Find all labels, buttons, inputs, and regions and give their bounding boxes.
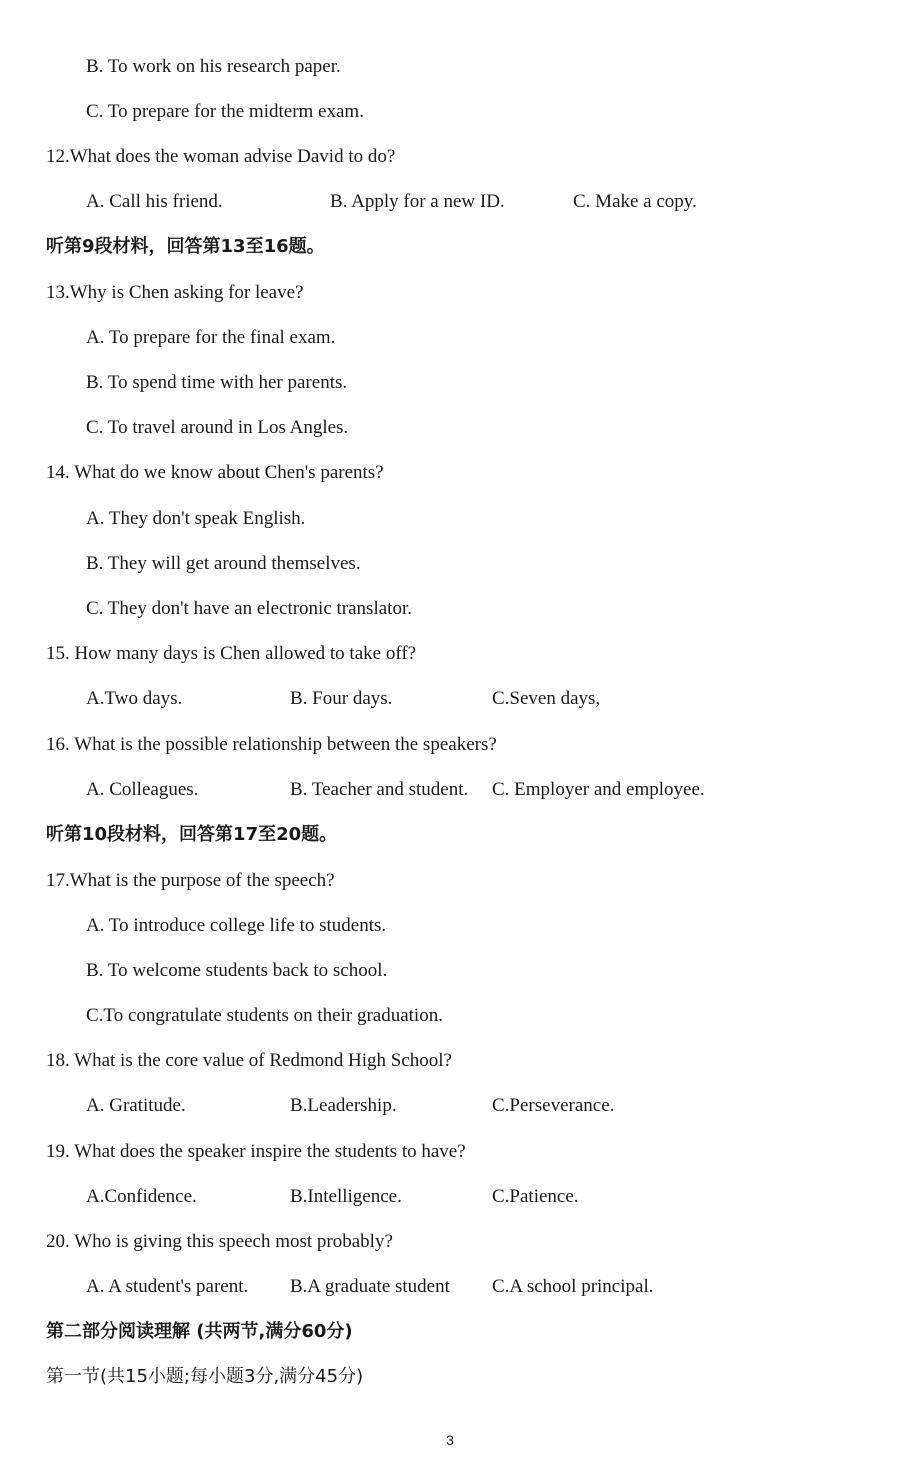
q17-question: 17.What is the purpose of the speech? bbox=[46, 870, 335, 891]
q16-option-c: C. Employer and employee. bbox=[492, 779, 705, 800]
q20-option-b: B.A graduate student bbox=[290, 1276, 450, 1297]
q19-question: 19. What does the speaker inspire the students to have? bbox=[46, 1141, 466, 1162]
q18-option-b: B.Leadership. bbox=[290, 1095, 397, 1116]
q19-option-a: A.Confidence. bbox=[86, 1186, 197, 1207]
q19-option-b: B.Intelligence. bbox=[290, 1186, 402, 1207]
q14-option-b: B. They will get around themselves. bbox=[86, 553, 361, 574]
q19-option-c: C.Patience. bbox=[492, 1186, 579, 1207]
part2-heading: 第二部分阅读理解 (共两节,满分60分) bbox=[46, 1321, 353, 1342]
q20-question: 20. Who is giving this speech most probably? bbox=[46, 1231, 393, 1252]
q18-option-a: A. Gratitude. bbox=[86, 1095, 186, 1116]
q18-option-c: C.Perseverance. bbox=[492, 1095, 615, 1116]
q15-question: 15. How many days is Chen allowed to take off? bbox=[46, 643, 417, 664]
q16-option-b: B. Teacher and student. bbox=[290, 779, 469, 800]
q20-option-a: A. A student's parent. bbox=[86, 1276, 249, 1297]
section-heading-part9: 听第9段材料，回答第13至16题。 bbox=[46, 236, 325, 257]
q12-option-c: C. Make a copy. bbox=[573, 191, 697, 212]
q15-option-a: A.Two days. bbox=[86, 688, 183, 709]
q13-option-a: A. To prepare for the final exam. bbox=[86, 327, 336, 348]
q14-option-c: C. They don't have an electronic translator. bbox=[86, 598, 412, 619]
q12-question: 12.What does the woman advise David to do? bbox=[46, 146, 396, 167]
page-number: 3 bbox=[446, 1432, 454, 1448]
q13-question: 13.Why is Chen asking for leave? bbox=[46, 282, 304, 303]
q14-question: 14. What do we know about Chen's parents? bbox=[46, 462, 384, 483]
section-heading-part10: 听第10段材料，回答第17至20题。 bbox=[46, 824, 338, 845]
q20-option-c: C.A school principal. bbox=[492, 1276, 654, 1297]
q18-question: 18. What is the core value of Redmond High School? bbox=[46, 1050, 452, 1071]
q11-option-c: C. To prepare for the midterm exam. bbox=[86, 101, 364, 122]
q15-option-b: B. Four days. bbox=[290, 688, 393, 709]
q15-option-c: C.Seven days, bbox=[492, 688, 601, 709]
q16-option-a: A. Colleagues. bbox=[86, 779, 199, 800]
q12-option-a: A. Call his friend. bbox=[86, 191, 223, 212]
q13-option-b: B. To spend time with her parents. bbox=[86, 372, 348, 393]
q13-option-c: C. To travel around in Los Angles. bbox=[86, 417, 349, 438]
q17-option-c: C.To congratulate students on their graduation. bbox=[86, 1005, 443, 1026]
q17-option-b: B. To welcome students back to school. bbox=[86, 960, 388, 981]
q12-option-b: B. Apply for a new ID. bbox=[330, 191, 505, 212]
q14-option-a: A. They don't speak English. bbox=[86, 508, 306, 529]
q11-option-b: B. To work on his research paper. bbox=[86, 56, 341, 77]
q17-option-a: A. To introduce college life to students. bbox=[86, 915, 387, 936]
q16-question: 16. What is the possible relationship between the speakers? bbox=[46, 734, 497, 755]
part2-section1-heading: 第一节(共15小题;每小题3分,满分45分) bbox=[46, 1366, 364, 1387]
